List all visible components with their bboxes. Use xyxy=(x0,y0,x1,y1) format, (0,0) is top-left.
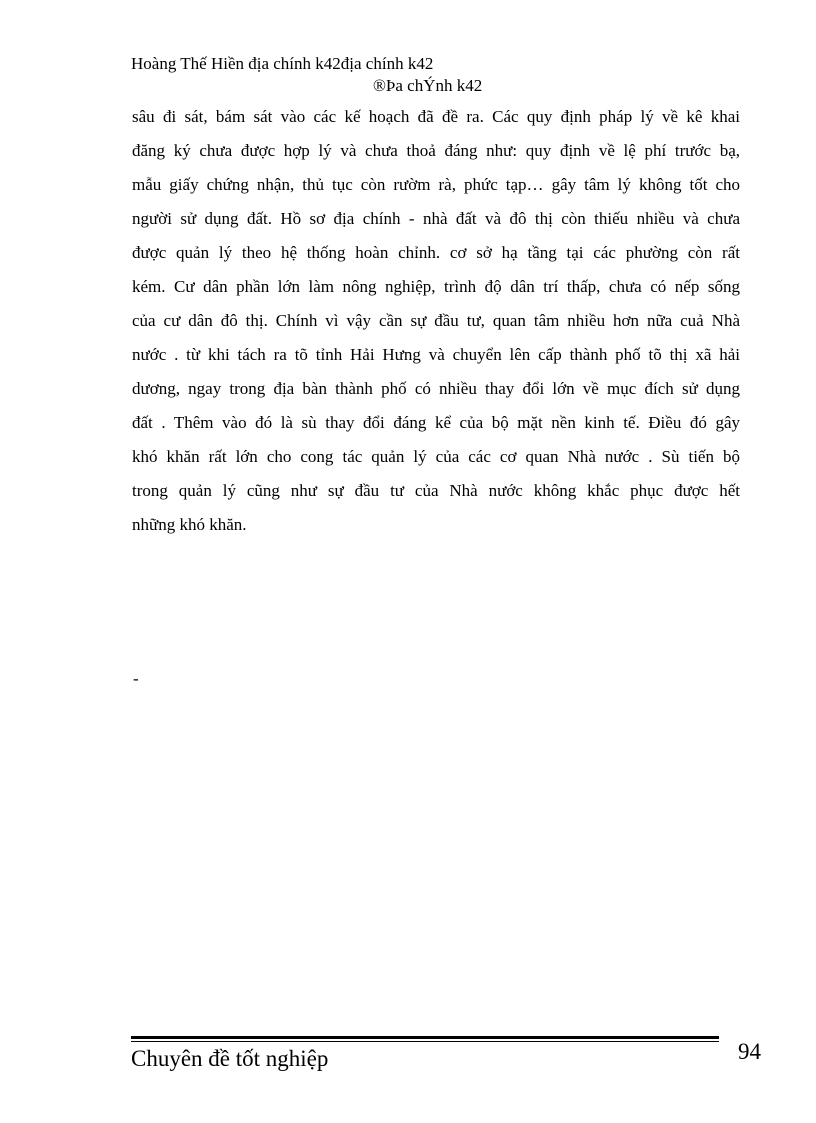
body-line: người sử dụng đất. Hồ sơ địa chính - nhà đất và đô thị còn thiếu nhiều và chưa xyxy=(132,209,740,228)
page-number: 94 xyxy=(738,1039,761,1064)
body-line: khó khăn rất lớn cho cong tác quản lý của các cơ quan Nhà nước . Sù tiến bộ xyxy=(132,447,740,466)
body-line: được quản lý theo hệ thống hoàn chỉnh. cơ sở hạ tầng tại các phường còn rất xyxy=(132,243,740,262)
body-line-last: những khó khăn. xyxy=(132,515,247,534)
header-subtitle-line: ®Þa chÝnh k42 xyxy=(373,76,483,95)
header-author-line: Hoàng Thế Hiền địa chính k42địa chính k42 xyxy=(131,54,434,73)
dash-mark: - xyxy=(133,669,139,688)
body-line: đất . Thêm vào đó là sù thay đổi đáng kể của bộ mặt nền kinh tế. Điều đó gây xyxy=(132,413,740,432)
body-line: của cư dân đô thị. Chính vì vậy cần sự đầu tư, quan tâm nhiều hơn nữa cuả Nhà xyxy=(132,311,740,330)
body-line: kém. Cư dân phần lớn làm nông nghiệp, trình độ dân trí thấp, chưa có nếp sống xyxy=(132,277,740,296)
body-line: nước . từ khi tách ra tõ tỉnh Hải Hưng và chuyển lên cấp thành phố tõ thị xã hải xyxy=(132,345,740,364)
body-line: mẫu giấy chứng nhận, thủ tục còn rườm rà, phức tạp… gây tâm lý không tốt cho xyxy=(132,175,740,194)
body-line: dương, ngay trong địa bàn thành phố có nhiều thay đổi lớn về mục đích sử dụng xyxy=(132,379,740,398)
footer-rule-thin xyxy=(131,1041,719,1042)
body-line: sâu đi sát, bám sát vào các kế hoạch đã đề ra. Các quy định pháp lý về kê khai xyxy=(132,107,740,126)
body-line: trong quản lý cũng như sự đầu tư của Nhà nước không khắc phục được hết xyxy=(132,481,740,500)
footer-title: Chuyên đề tốt nghiệp xyxy=(131,1046,329,1071)
body-line: đăng ký chưa được hợp lý và chưa thoả đáng như: quy định về lệ phí trước bạ, xyxy=(132,141,740,160)
body-paragraph xyxy=(132,100,740,542)
footer-rule-thick xyxy=(131,1036,719,1039)
